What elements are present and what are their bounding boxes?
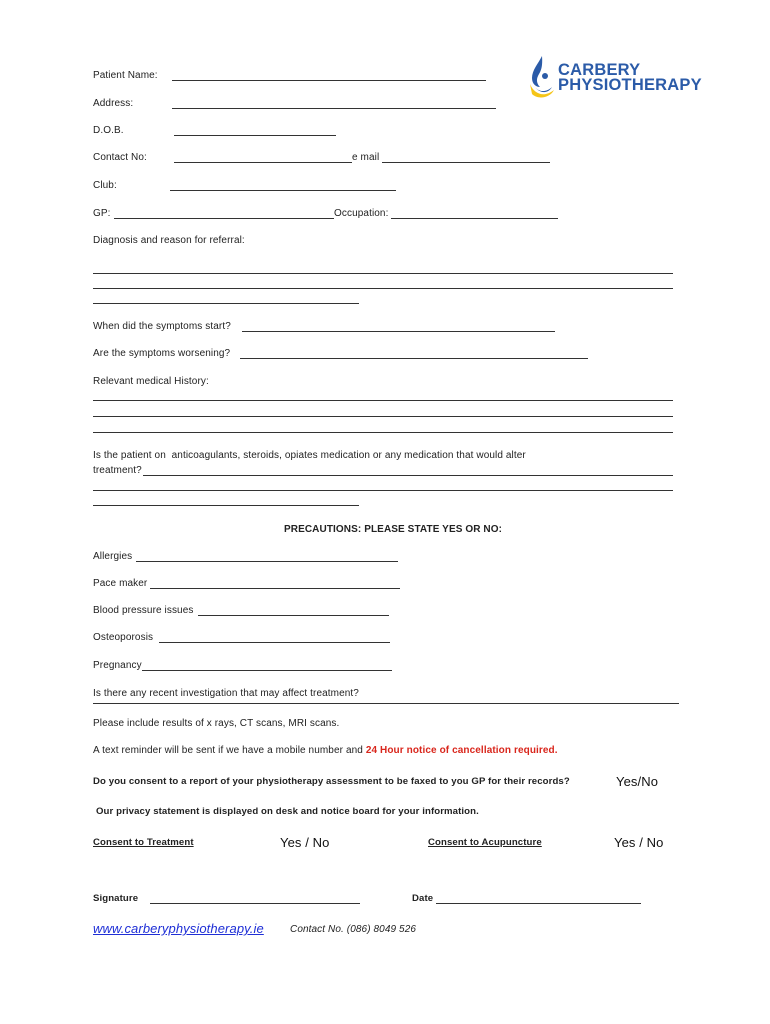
- pacemaker-label: Pace maker: [93, 578, 148, 589]
- pregnancy-label: Pregnancy: [93, 660, 142, 671]
- pacemaker-line[interactable]: [150, 588, 400, 589]
- signature-line[interactable]: [150, 903, 360, 904]
- patient-name-label: Patient Name:: [93, 70, 158, 81]
- medication-question-line-2: treatment?: [93, 465, 142, 476]
- precautions-heading: PRECAUTIONS: PLEASE STATE YES OR NO:: [284, 524, 503, 535]
- email-label: e mail: [352, 152, 380, 163]
- blood-pressure-label: Blood pressure issues: [93, 605, 194, 616]
- osteoporosis-label: Osteoporosis: [93, 632, 154, 643]
- occupation-line[interactable]: [391, 218, 558, 219]
- results-note: Please include results of x rays, CT scans, MRI scans.: [93, 718, 340, 729]
- website-link[interactable]: www.carberyphysiotherapy.ie: [93, 921, 264, 936]
- medical-history-label: Relevant medical History:: [93, 376, 209, 387]
- contact-no-label: Contact No:: [93, 152, 147, 163]
- investigation-label: Is there any recent investigation that may affect treatment?: [93, 688, 359, 699]
- reminder-text: A text reminder will be sent if we have a mobile number and: [93, 745, 363, 756]
- osteoporosis-line[interactable]: [159, 642, 390, 643]
- patient-name-line[interactable]: [172, 80, 486, 81]
- club-line[interactable]: [170, 190, 396, 191]
- logo-line-1: CARBERY: [558, 61, 641, 79]
- investigation-line[interactable]: [93, 703, 679, 704]
- occupation-label: Occupation:: [334, 208, 389, 219]
- consent-report-question: Do you consent to a report of your physiotherapy assessment to be faxed to you GP for their records?: [93, 776, 570, 787]
- diagnosis-line-2[interactable]: [93, 288, 673, 289]
- logo-line-2: PHYSIOTHERAPY: [558, 76, 702, 94]
- pregnancy-line[interactable]: [142, 670, 392, 671]
- allergies-line[interactable]: [136, 561, 398, 562]
- club-label: Club:: [93, 180, 117, 191]
- consent-acupuncture-answer[interactable]: Yes / No: [614, 835, 664, 850]
- consent-treatment-label: Consent to Treatment: [93, 837, 194, 848]
- medication-answer-line-1[interactable]: [143, 475, 673, 476]
- medical-history-line-1[interactable]: [93, 400, 673, 401]
- gp-line[interactable]: [114, 218, 334, 219]
- dob-line[interactable]: [174, 135, 336, 136]
- medical-history-line-3[interactable]: [93, 432, 673, 433]
- medical-history-line-2[interactable]: [93, 416, 673, 417]
- diagnosis-line-1[interactable]: [93, 273, 673, 274]
- carbery-logo: [528, 54, 728, 106]
- medication-question-line-1: Is the patient on anticoagulants, steroids, opiates medication or any medication that would alter: [93, 450, 526, 461]
- diagnosis-line-3[interactable]: [93, 303, 359, 304]
- signature-label: Signature: [93, 893, 139, 904]
- medication-answer-line-3[interactable]: [93, 505, 359, 506]
- blood-pressure-line[interactable]: [198, 615, 389, 616]
- email-line[interactable]: [382, 162, 550, 163]
- drop-person-icon: [528, 54, 556, 106]
- contact-no-line[interactable]: [174, 162, 352, 163]
- symptoms-worsening-label: Are the symptoms worsening?: [93, 348, 231, 359]
- logo-wordmark: [558, 63, 702, 93]
- allergies-label: Allergies: [93, 551, 133, 562]
- consent-report-answer[interactable]: Yes/No: [616, 774, 659, 789]
- address-line[interactable]: [172, 108, 496, 109]
- date-label: Date: [412, 893, 434, 904]
- date-line[interactable]: [436, 903, 641, 904]
- diagnosis-label: Diagnosis and reason for referral:: [93, 235, 245, 246]
- cancellation-notice: 24 Hour notice of cancellation required.: [365, 745, 558, 756]
- symptoms-start-label: When did the symptoms start?: [93, 321, 231, 332]
- symptoms-start-line[interactable]: [242, 331, 555, 332]
- symptoms-worsening-line[interactable]: [240, 358, 588, 359]
- dob-label: D.O.B.: [93, 125, 124, 136]
- gp-label: GP:: [93, 208, 111, 219]
- privacy-statement: Our privacy statement is displayed on desk and notice board for your information.: [96, 806, 479, 817]
- consent-acupuncture-label: Consent to Acupuncture: [428, 837, 542, 848]
- reminder-note: [93, 745, 558, 756]
- consent-treatment-answer[interactable]: Yes / No: [280, 835, 330, 850]
- contact-number: Contact No. (086) 8049 526: [290, 924, 417, 935]
- medication-answer-line-2[interactable]: [93, 490, 673, 491]
- address-label: Address:: [93, 98, 134, 109]
